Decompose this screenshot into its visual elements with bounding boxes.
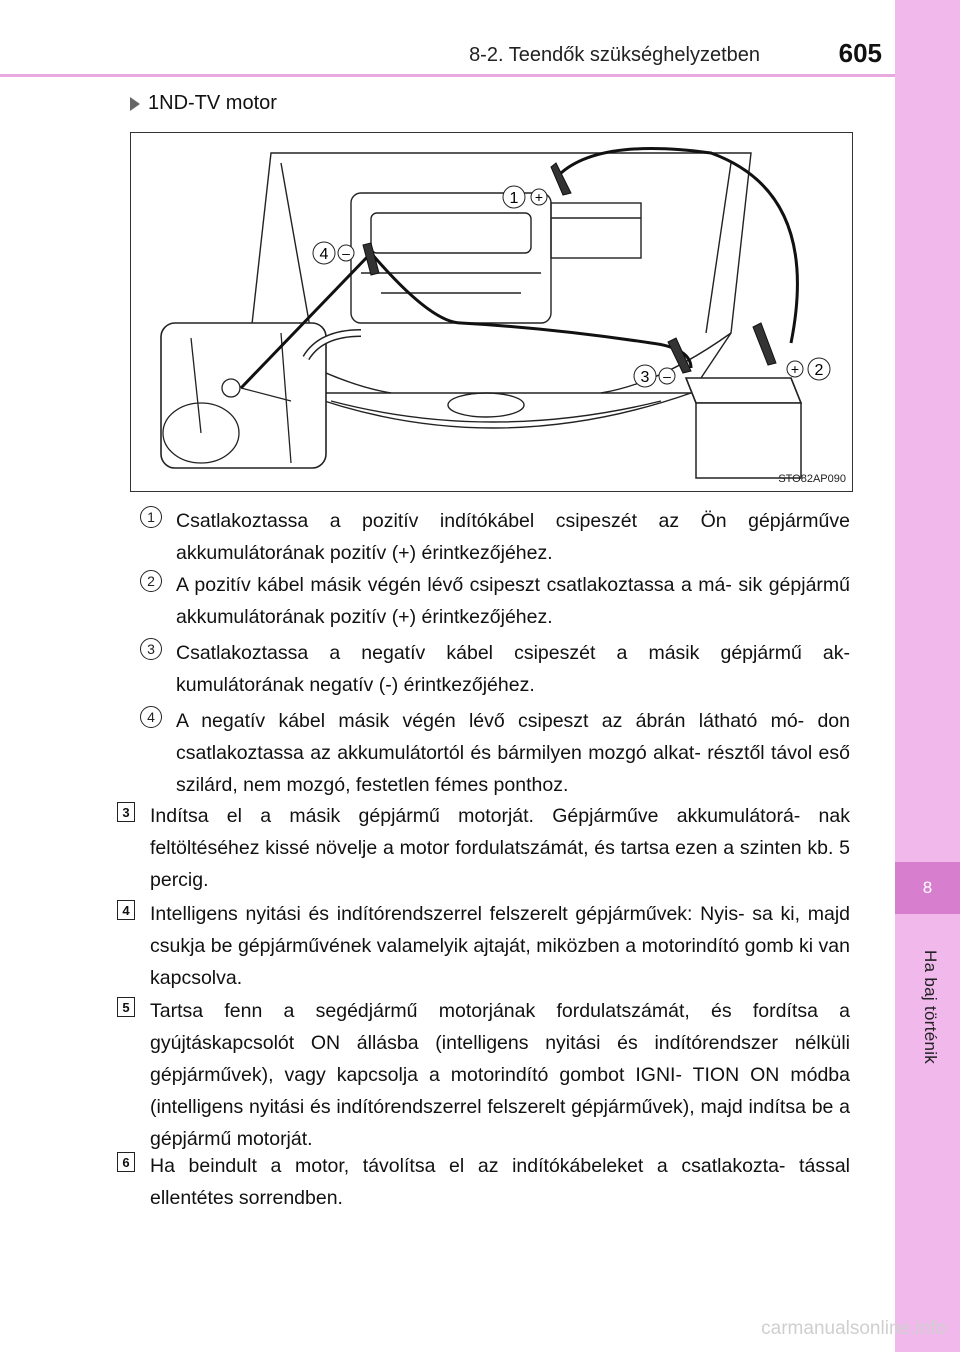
chapter-number-badge[interactable]: 8 xyxy=(895,862,960,914)
sub-step-2 xyxy=(140,569,850,633)
chapter-side-tab xyxy=(895,0,960,1352)
callout-3: 3 xyxy=(640,369,650,386)
step-text: Intelligens nyitási és indítórendszerrel felszerelt gépjárművek: Nyis- sa ki, majd csukja be gépjárművének valamelyik ajtaját, miközben a motorindító gomb ki van kapcsolva. xyxy=(150,903,850,989)
chapter-label: Ha baj történik xyxy=(921,950,940,1065)
step-number-box: 6 xyxy=(117,1152,135,1172)
sub-step-4 xyxy=(140,705,850,801)
sub-step-3 xyxy=(140,637,850,701)
circled-number: 3 xyxy=(140,638,162,660)
positive-sign-1: + xyxy=(534,189,544,205)
circled-number: 2 xyxy=(140,570,162,592)
sub-step-text: Csatlakoztassa a pozitív indítókábel csipeszét az Ön gépjárműve akkumulátorának pozitív (+) érintkezőjéhez. xyxy=(176,510,850,564)
step-text: Ha beindult a motor, távolítsa el az indítókábeleket a csatlakozta- tással ellentétes sorrendben. xyxy=(150,1155,850,1209)
page-number: 605 xyxy=(838,38,882,68)
sub-step-text: A pozitív kábel másik végén lévő csipeszt csatlakoztassa a má- sik gépjármű akkumulátorának pozitív (+) érintkezőjéhez. xyxy=(176,574,850,628)
positive-sign-2: + xyxy=(790,361,800,377)
sub-step-text: Csatlakoztassa a negatív kábel csipeszét a másik gépjármű ak- kumulátorának negatív (-) érintkezőjéhez. xyxy=(176,642,850,696)
circled-number: 1 xyxy=(140,506,162,528)
step-number-box: 5 xyxy=(117,997,135,1017)
negative-sign-4: – xyxy=(342,245,350,261)
callout-4: 4 xyxy=(319,246,329,263)
header-divider xyxy=(0,74,895,77)
sub-step-1 xyxy=(140,505,850,569)
engine-subheading xyxy=(130,92,277,115)
circled-number: 4 xyxy=(140,706,162,728)
callout-1: 1 xyxy=(509,190,519,207)
jump-start-illustration xyxy=(130,132,853,492)
step-3 xyxy=(117,800,850,896)
step-6 xyxy=(117,1150,850,1214)
step-4 xyxy=(117,898,850,994)
step-text: Indítsa el a másik gépjármű motorját. Gépjárműve akkumulátorá- nak feltöltéséhez kissé növelje a motor fordulatszámát, és tartsa ezen a szinten kb. 5 percig. xyxy=(150,805,850,891)
negative-sign-3: – xyxy=(663,368,671,384)
engine-subheading-text: 1ND-TV motor xyxy=(148,92,277,114)
callout-2: 2 xyxy=(814,362,824,379)
step-number-box: 4 xyxy=(117,900,135,920)
step-number-box: 3 xyxy=(117,802,135,822)
watermark: carmanualsonline.info xyxy=(761,1318,946,1339)
engine-bay-drawing xyxy=(131,133,852,491)
section-title: 8-2. Teendők szükséghelyzetben xyxy=(469,44,760,66)
sub-step-text: A negatív kábel másik végén lévő csipeszt az ábrán látható mó- don csatlakoztassa az akkumulátortól és bármilyen mozgó alkat- résztől távol eső szilárd, nem mozgó, festetlen fémes ponthoz. xyxy=(176,710,850,796)
step-text: Tartsa fenn a segédjármű motorjának fordulatszámát, és fordítsa a gyújtáskapcsolót ON állásba (intelligens nyitási és indítórendszer nélküli gépjárművek), vagy kapcsolja a motorindító gombot IGNI- TION ON módba (intelligens nyitási és indítórendszerrel felszerelt gépjárművek), majd indítsa be a gépjármű motorját. xyxy=(150,1000,850,1150)
figure-code: STO82AP090 xyxy=(778,473,846,485)
triangle-bullet-icon xyxy=(130,97,140,111)
step-5 xyxy=(117,995,850,1155)
